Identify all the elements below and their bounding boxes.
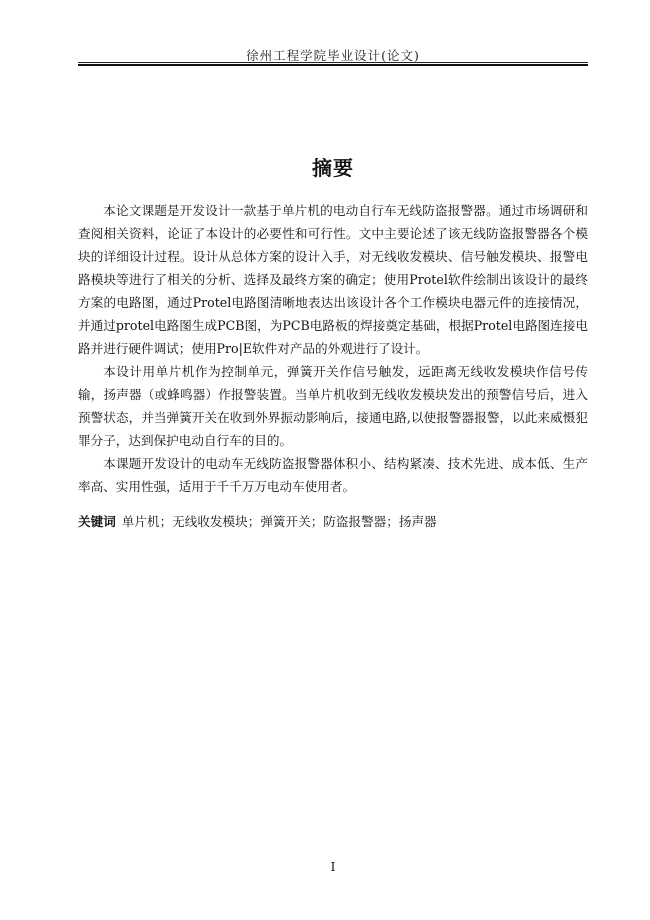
keywords-label: 关键词 <box>78 514 116 529</box>
page-title: 摘要 <box>312 156 354 180</box>
running-header: 徐州工程学院毕业设计(论文) <box>246 48 420 63</box>
abstract-paragraph-1: 本论文课题是开发设计一款基于单片机的电动自行车无线防盗报警器。通过市场调研和查阅相关资料，论证了本设计的必要性和可行性。文中主要论述了该无线防盗报警器各个模块的详细设计过程。设计从总体方案的设计入手，对无线收发模块、信号触发模块、报警电路模块等进行了相关的分析、选择及最终方案的确定；使用Protel软件绘制出该设计的最终方案的电路图，通过Protel电路图清晰地表达出该设计各个工作模块电器元件的连接情况，并通过protel电路图生成PCB图，为PCB电路板的焊接奠定基础，根据Protel电路图连接电路并进行硬件调试；使用Pro|E软件对产品的外观进行了设计。 <box>78 203 588 356</box>
abstract-body <box>78 199 588 498</box>
header-rule-thick <box>78 64 588 66</box>
abstract-paragraph-2: 本设计用单片机作为控制单元，弹簧开关作信号触发，远距离无线收发模块作信号传输，扬声器（或蜂鸣器）作报警装置。当单片机收到无线收发模块发出的预警信号后，进入预警状态，并当弹簧开关在收到外界振动影响后，接通电路,以使报警器报警，以此来威慑犯罪分子，达到保护电动自行车的目的。 <box>78 364 588 448</box>
keywords-text: 单片机；无线收发模块；弹簧开关；防盗报警器；扬声器 <box>121 514 437 529</box>
header-rule-thin <box>78 62 588 63</box>
abstract-paragraph-3: 本课题开发设计的电动车无线防盗报警器体积小、结构紧凑、技术先进、成本低、生产率高、实用性强，适用于千千万万电动车使用者。 <box>78 456 588 494</box>
page-number: I <box>330 860 336 874</box>
keywords-line <box>78 511 588 533</box>
